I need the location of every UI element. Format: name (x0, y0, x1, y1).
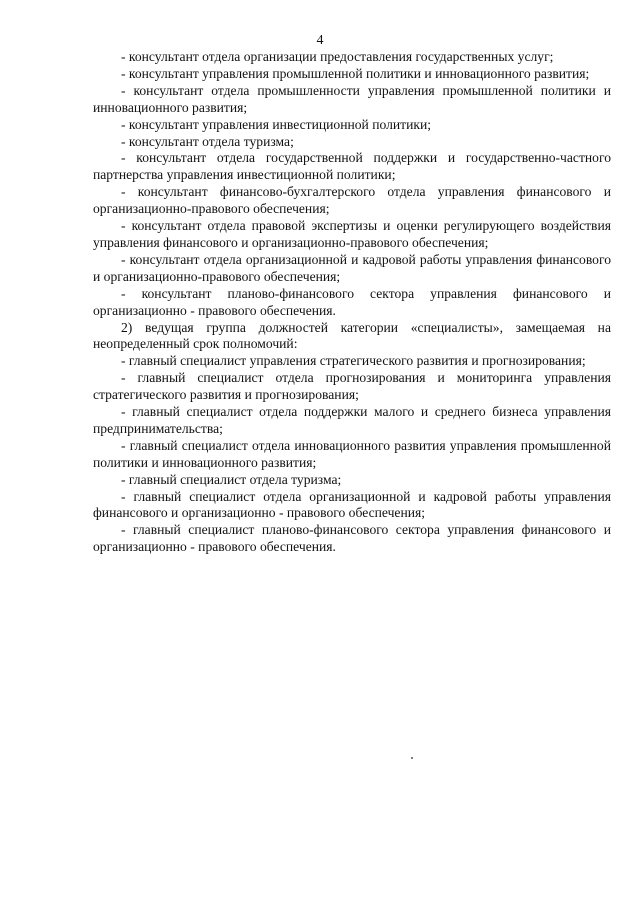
list-item: - консультант управления инвестиционной политики; (121, 116, 432, 132)
list-item: - консультант отдела организации предоставления государственных услуг; (121, 49, 554, 64)
list-item: - консультант отдела туризма; (121, 133, 294, 149)
list-item: - главный специалист отдела инновационного развития управления промышленной политики и инновационного развития; (93, 437, 611, 470)
list-item: - главный специалист отдела туризма; (121, 471, 342, 487)
list-item: - главный специалист отдела поддержки малого и среднего бизнеса управления предпринимательства; (93, 404, 611, 436)
document-body (93, 49, 611, 556)
list-item: - главный специалист отдела прогнозирования и мониторинга управления стратегического развития и прогнозирования; (93, 370, 611, 403)
list-item: - консультант управления промышленной политики и инновационного развития; (121, 65, 590, 81)
scan-speck (411, 757, 413, 759)
list-item: - консультант отдела организационной и кадровой работы управления финансового и организационно-правового обеспечения; (93, 251, 611, 284)
page-number: 4 (316, 33, 324, 48)
list-item: - главный специалист отдела организационной и кадровой работы управления финансового и организационно - правового обеспечения; (93, 488, 611, 521)
list-item: - главный специалист управления стратегического развития и прогнозирования; (121, 353, 586, 369)
list-item: - консультант планово-финансового сектора управления финансового и организационно - правового обеспечения. (93, 285, 611, 318)
list-item: - консультант финансово-бухгалтерского отдела управления финансового и организационно-правового обеспечения; (93, 184, 611, 217)
section-heading-paragraph: 2) ведущая группа должностей категории «специалисты», замещаемая на неопределенный срок полномочий: (93, 319, 611, 352)
list-item: - главный специалист планово-финансового сектора управления финансового и организационно - правового обеспечения. (93, 522, 611, 555)
list-item: - консультант отдела правовой экспертизы и оценки регулирующего воздействия управления финансового и организационно-правового обеспечения; (93, 218, 611, 250)
list-item: - консультант отдела государственной поддержки и государственно-частного партнерства управления инвестиционной политики; (93, 150, 611, 183)
list-item: - консультант отдела промышленности управления промышленной политики и инновационного развития; (93, 82, 611, 115)
